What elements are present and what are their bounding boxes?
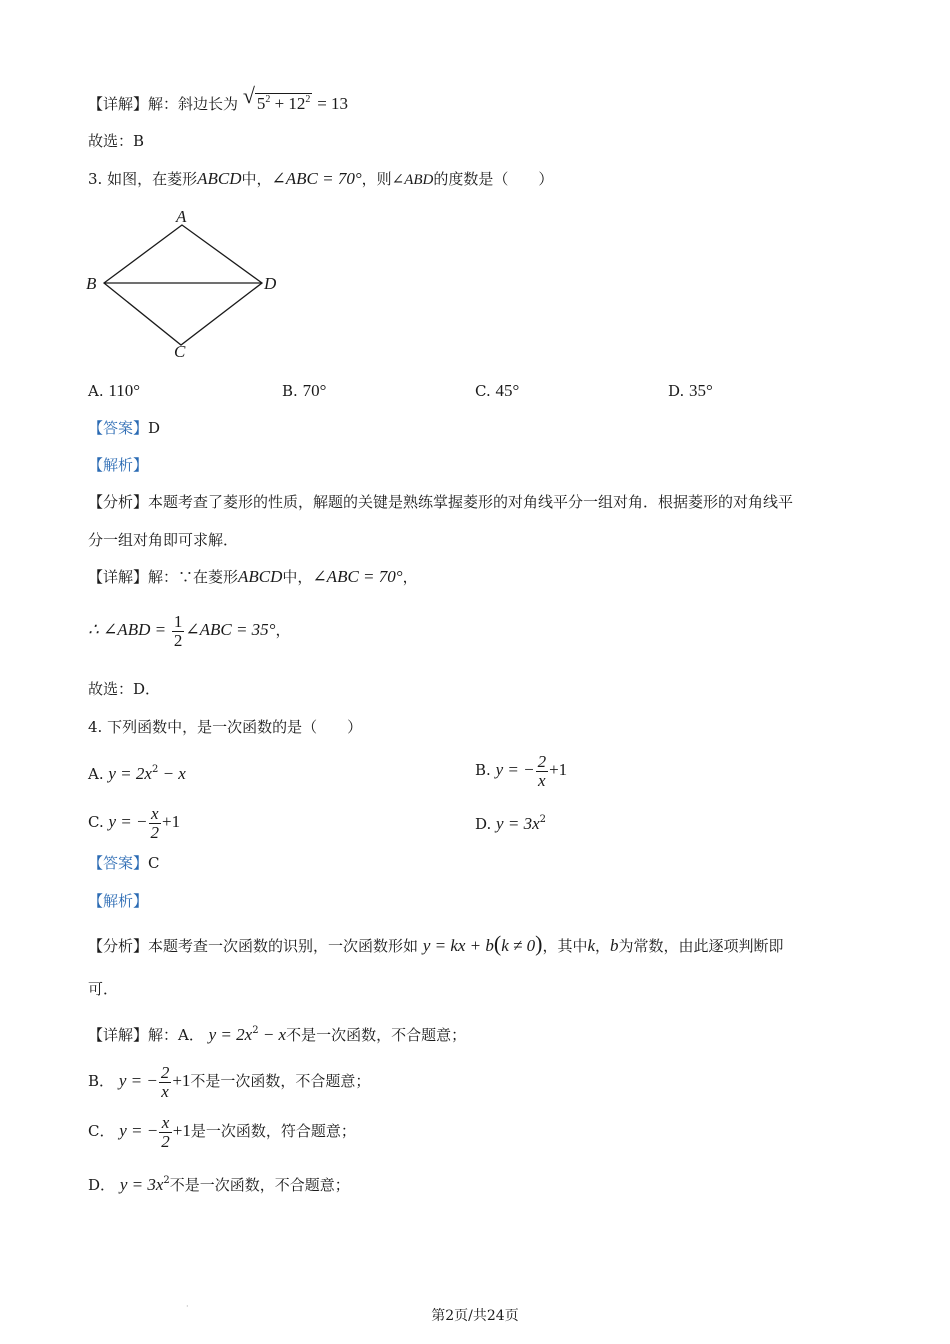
q4-fenxi-2: 可． <box>88 980 119 998</box>
fraction: $\frac{2}{x}$ <box>537 751 547 790</box>
q3-detail-1: 【详解】解：∵在菱形ABCD中，∠ABC = 70°， <box>88 567 418 586</box>
fraction: $\frac{x}{2}$ <box>150 803 159 842</box>
prev-detail-line: 【详解】解：斜边长为 √ $5^2 + 12^2 = 13$ <box>88 88 348 116</box>
answer-tag: 【答案】 <box>88 419 149 437</box>
q4-stem: 4. 下列函数中，是一次函数的是（ ） <box>88 718 363 736</box>
q3-choice: 故选：D． <box>88 680 161 698</box>
q3-option-d: D. 35° <box>668 381 713 400</box>
q4-detail-b: B． y = − $\frac{2}{x}$ +1不是一次函数，不合题意； <box>88 1062 371 1101</box>
q4-answer: 【答案】C <box>88 854 160 872</box>
radical-sign-icon: √ <box>242 83 255 108</box>
fraction-half: $\frac{1}{2}$ <box>173 611 183 650</box>
answer-tag: 【答案】 <box>88 854 149 872</box>
q3-fenxi-1: 【分析】本题考查了菱形的性质，解题的关键是熟练掌握菱形的对角线平分一组对角．根据菱形的对角线平 <box>88 493 794 511</box>
q3-stem: 3. 如图，在菱形ABCD中，∠ABC = 70°，则∠ABD的度数是（ ） <box>88 169 554 188</box>
sqrt-expression: √ $5^2 + 12^2$ <box>242 83 311 113</box>
vertex-label-d: D <box>264 274 277 293</box>
q4-detail-d: D． $y = 3x^2$不是一次函数，不合题意； <box>88 1175 350 1194</box>
vertex-label-b: B <box>86 274 97 293</box>
vertex-label-a: A <box>176 207 187 226</box>
rhombus-figure <box>84 205 284 365</box>
fraction: $\frac{2}{x}$ <box>160 1062 170 1101</box>
q3-option-b: B. 70° <box>282 381 327 400</box>
fraction: $\frac{x}{2}$ <box>161 1112 170 1151</box>
rhombus-shape <box>104 225 262 345</box>
q4-fenxi-1: 【分析】本题考查一次函数的识别，一次函数形如 y = kx + b(k ≠ 0)，其中k，b为常数，由此逐项判断即 <box>88 931 784 956</box>
q4-option-a: A. $y = 2x^2 - x$ <box>88 764 186 783</box>
q3-option-c: C. 45° <box>475 381 520 400</box>
prev-choice: 故选：B <box>88 132 145 150</box>
q3-detail-2: ∴ ∠ABD = $\frac{1}{2}$ ∠ABC = 35°， <box>88 611 291 650</box>
q4-detail-c: C． y = − $\frac{x}{2}$ +1是一次函数，符合题意； <box>88 1112 356 1151</box>
page-footer: 第2页/共24页 <box>431 1308 519 1324</box>
vertex-label-c: C <box>174 342 186 361</box>
dot-mark: · <box>186 1302 189 1311</box>
detail-tag: 【详解】 <box>88 95 149 113</box>
q3-answer: 【答案】D <box>88 419 161 437</box>
q3-fenxi-2: 分一组对角即可求解． <box>88 531 239 549</box>
q4-option-d: D. $y = 3x^2$ <box>475 814 546 833</box>
q4-option-b: B. y = − $\frac{2}{x}$ +1 <box>475 751 568 790</box>
q4-analysis-tag: 【解析】 <box>88 892 149 910</box>
q4-option-c: C. y = − $\frac{x}{2}$ +1 <box>88 803 181 842</box>
q3-option-a: A. 110° <box>88 381 141 400</box>
q3-analysis-tag: 【解析】 <box>88 456 149 474</box>
q4-detail-a: 【详解】解：A． $y = 2x^2 - x$不是一次函数，不合题意； <box>88 1025 467 1044</box>
